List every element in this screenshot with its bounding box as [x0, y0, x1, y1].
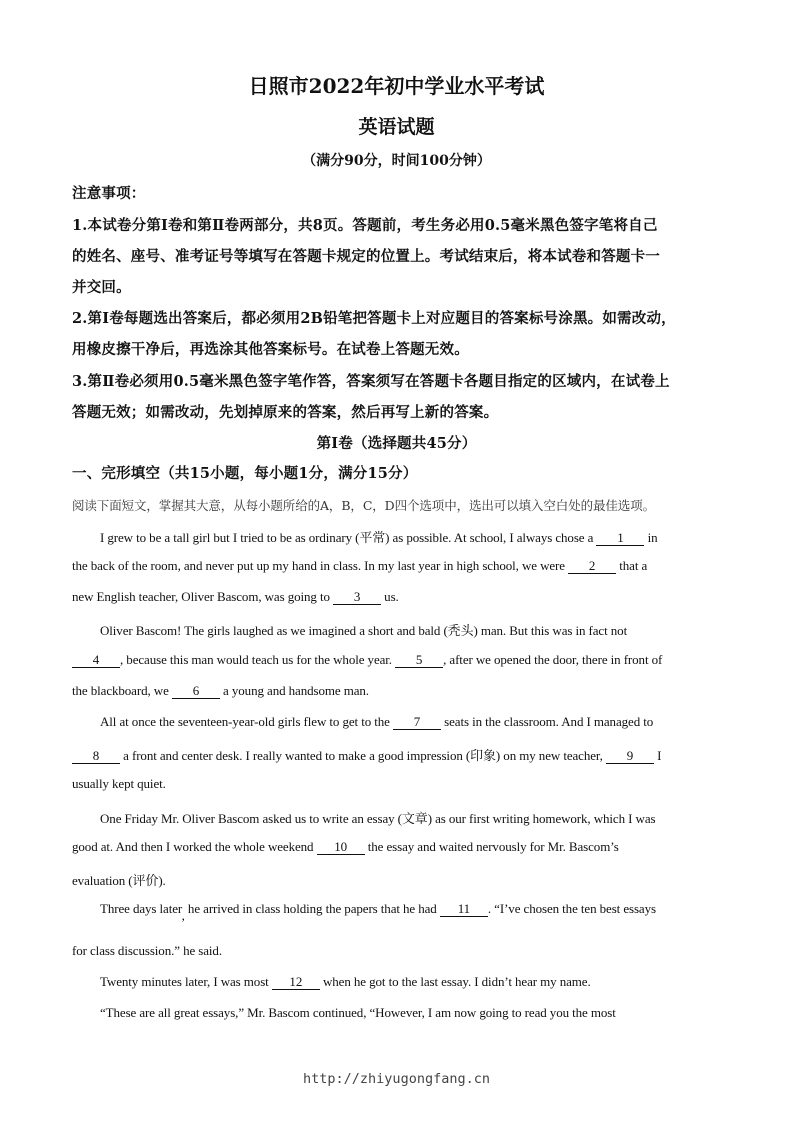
passage-text: for class discussion.” he said.	[72, 943, 222, 958]
notes-line: 并交回。	[72, 279, 131, 296]
notes-line: 用橡皮擦干净后，再选涂其他答案标号。在试卷上答题无效。	[72, 341, 469, 358]
blank-7: 7	[393, 714, 441, 730]
passage-line	[100, 714, 722, 730]
blank-9: 9	[606, 748, 654, 764]
passage-text: when he got to the last essay. I didn’t hear my name.	[319, 974, 591, 989]
blank-1: 1	[596, 530, 644, 546]
exam-title: 日照市2022年初中学业水平考试	[248, 74, 545, 98]
instruction: 阅读下面短文，掌握其大意，从每小题所给的A，B，C，D四个选项中，选出可以填入空白处的最佳选项。	[72, 498, 656, 513]
passage-text: Three days later	[100, 901, 182, 916]
passage-line	[100, 1005, 722, 1021]
passage-text: the back of the room, and never put up my hand in class. In my last year in high school, we were	[72, 558, 569, 573]
notes-line: 3.第Ⅱ卷必须用0.5毫米黑色签字笔作答，答案须写在答题卡各题目指定的区域内，在试卷上	[72, 373, 670, 390]
passage-text: Oliver Bascom! The girls laughed as we imagined a short and bald (秃头) man. But this was in fact not	[100, 623, 628, 638]
passage-text: the blackboard, we	[72, 683, 172, 698]
passage-line	[72, 589, 722, 605]
passage-line	[100, 620, 722, 639]
passage-text: , after we opened the door, there in front of	[443, 652, 663, 667]
exam-info: （满分90分，时间100分钟）	[302, 153, 491, 169]
notes-line: 答题无效；如需改动，先划掉原来的答案，然后再写上新的答案。	[72, 404, 499, 421]
passage-line	[72, 683, 722, 699]
blank-5: 5	[395, 652, 443, 668]
blank-6: 6	[172, 683, 220, 699]
passage-line	[72, 652, 722, 668]
notes-line: 的姓名、座号、准考证号等填写在答题卡规定的位置上。考试结束后，将本试卷和答题卡一	[72, 248, 660, 265]
blank-2: 2	[568, 558, 616, 574]
passage-text: usually kept quiet.	[72, 776, 166, 791]
passage-text: . “I’ve chosen the ten best essays	[487, 901, 656, 916]
passage-text: a front and center desk. I really wanted to make a good impression (印象) on my new teacher,	[120, 748, 606, 763]
blank-3: 3	[333, 589, 381, 605]
exam-subject: 英语试题	[358, 116, 435, 138]
blank-8: 8	[72, 748, 120, 764]
blank-11: 11	[440, 901, 488, 917]
passage-line	[100, 527, 722, 546]
passage-text: new English teacher, Oliver Bascom, was going to	[72, 589, 334, 604]
passage-text: a young and handsome man.	[219, 683, 369, 698]
passage-line	[72, 839, 722, 855]
passage-text: , because this man would teach us for the whole year.	[120, 652, 396, 667]
passage-line	[72, 745, 722, 764]
notes-line: 1.本试卷分第Ⅰ卷和第Ⅱ卷两部分，共8页。答题前，考生务必用0.5毫米黑色签字笔将自己	[72, 217, 658, 234]
passage-text: One Friday Mr. Oliver Bascom asked us to write an essay (文章) as our first writing homework, which I was	[100, 811, 656, 826]
blank-4: 4	[72, 652, 120, 668]
passage-line	[100, 808, 722, 827]
passage-text: he arrived in class holding the papers that he had	[184, 901, 440, 916]
section-heading: 第Ⅰ卷（选择题共45分）	[316, 435, 477, 452]
passage-text: Twenty minutes later, I was most	[100, 974, 272, 989]
passage-text: I	[653, 748, 662, 763]
passage-text: All at once the seventeen-year-old girls flew to get to the	[100, 714, 393, 729]
passage-line	[100, 974, 722, 990]
passage-line	[100, 901, 722, 923]
notes-line: 2.第Ⅰ卷每题选出答案后，都必须用2B铅笔把答题卡上对应题目的答案标号涂黑。如需改动，	[72, 310, 676, 327]
passage-text: evaluation (评价).	[72, 873, 166, 888]
notes-heading: 注意事项：	[72, 185, 146, 202]
part-heading: 一、完形填空（共15小题，每小题1分，满分15分）	[72, 465, 418, 482]
passage-text: good at. And then I worked the whole weekend	[72, 839, 317, 854]
passage-text: the essay and waited nervously for Mr. Bascom’s	[364, 839, 619, 854]
passage-text: seats in the classroom. And I managed to	[441, 714, 654, 729]
blank-10: 10	[317, 839, 365, 855]
footer-url[interactable]: http://zhiyugongfang.cn	[303, 1071, 490, 1087]
passage-text: us.	[381, 589, 399, 604]
passage-text: that a	[616, 558, 648, 573]
passage-text: “These are all great essays,” Mr. Bascom continued, “However, I am now going to read you the most	[100, 1005, 616, 1020]
passage-text: I grew to be a tall girl but I tried to be as ordinary (平常) as possible. At school, I always chose a	[100, 530, 597, 545]
passage-line	[72, 943, 722, 959]
passage-text: in	[644, 530, 658, 545]
passage-line	[72, 870, 722, 889]
passage-line	[72, 776, 722, 792]
passage-line	[72, 558, 722, 574]
passage-comma: ,	[181, 908, 185, 923]
blank-12: 12	[272, 974, 320, 990]
